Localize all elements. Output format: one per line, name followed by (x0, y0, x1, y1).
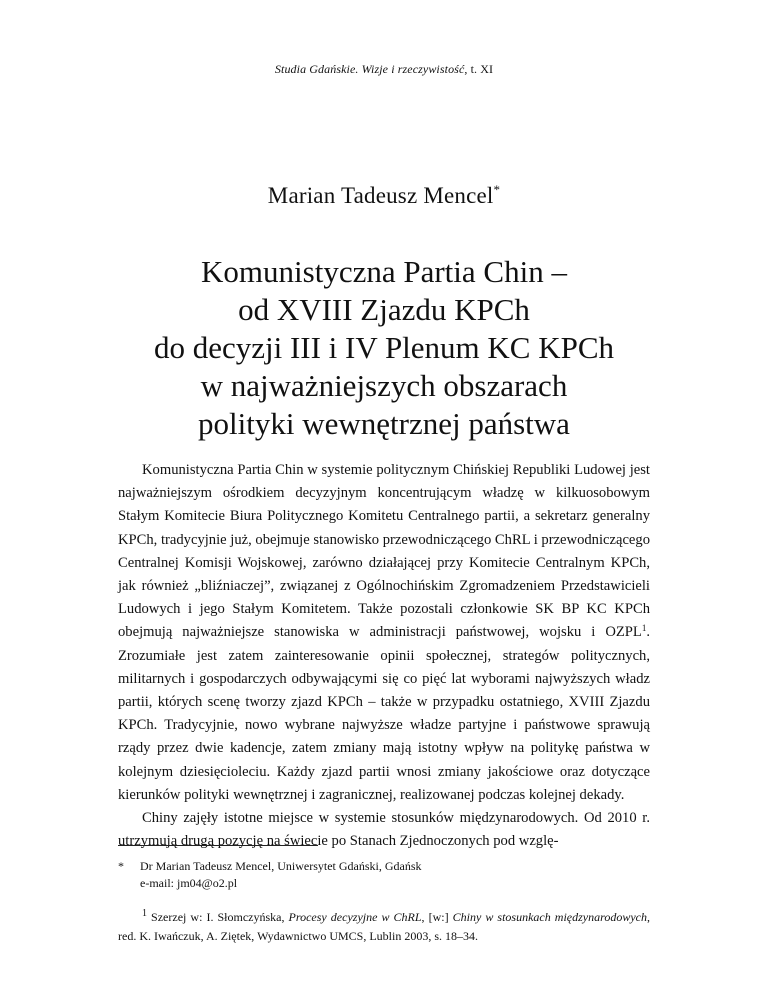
body-paragraph (118, 459, 650, 807)
title-line: do decyzji III i IV Plenum KC KPCh (153, 330, 615, 365)
author-footnote-mark: * (493, 182, 501, 197)
footnote-number: 1 (142, 908, 147, 919)
footnote-segment: , [w:] (421, 910, 453, 924)
article-title (0, 253, 768, 443)
journal-title: Studia Gdańskie. Wizje i rzeczywistość (274, 62, 465, 76)
author-name-text: Marian Tadeusz Mencel (267, 183, 494, 208)
title-line: w najważniejszych obszarach (200, 368, 568, 403)
footnote-segment: Szerzej w: I. Słomczyńska, (147, 910, 289, 924)
author-name (0, 183, 768, 209)
body-paragraph: Chiny zajęły istotne miejsce w systemie stosunków międzynarodowych. Od 2010 r. utrzymują drugą pozycję na świecie po Stanach Zjednoczonych pod wzglę- (118, 810, 650, 850)
title-line: Komunistyczna Partia Chin – (201, 254, 567, 289)
paragraph-text: Komunistyczna Partia Chin w systemie politycznym Chińskiej Republiki Ludowej jest najważniejszym ośrodkiem decyzyjnym koncentrującym władzę w kilkuosobowym Stałym Komitecie Biura Politycznego Komitetu Centralnego partii, a sekretarz generalny KPCh, tradycyjnie już, obejmuje stanowisko przewodniczącego ChRL i przewodniczącego Centralnej Komisji Wojskowej, zarówno działającej przy Komitecie Centralnym KPCh, jak również „bliźniaczej”, związanej z Ogólnochińskim Zgromadzeniem Przedstawicieli Ludowych i jego Stałym Komitetem. Także pozostali członkowie SK BP KC KPCh obejmują najważniejsze stanowiska w administracji państwowej, wojsku i OZPL (118, 462, 650, 641)
paragraph-text: . Zrozumiałe jest zatem zainteresowanie opinii społecznej, strategów politycznych, militarnych i gospodarczych odbywającymi się co pięć lat wyborami najwyższych władz partii, których scenę tworzy zjazd KPCh – także w przypadku ostatniego, XVIII Zjazdu KPCh. Tradycyjnie, nowo wybrane najwyższe władze partyjne i państwowe sprawują rządy przez dwie kadencje, zatem zmiany mają istotny wpływ na politykę państwa w kolejnym dziesięcioleciu. Każdy zjazd partii wnosi zmiany jakościowe oraz dotyczące kierunków polityki wewnętrznej i zagranicznej, realizowanej podczas kolejnej dekady. (118, 624, 650, 803)
footnote-text (118, 904, 650, 946)
title-line: polityki wewnętrznej państwa (198, 406, 570, 441)
running-head (0, 62, 768, 77)
title-line: od XVIII Zjazdu KPCh (238, 292, 530, 327)
footnote-divider (118, 845, 318, 846)
footnote-ref: 1 (641, 623, 647, 634)
author-email: e-mail: jm04@o2.pl (140, 876, 238, 890)
author-affiliation: Dr Marian Tadeusz Mencel, Uniwersytet Gdański, Gdańsk (140, 859, 422, 873)
footnote-cited-book: Chiny w stosunkach międzynarodowych (452, 910, 647, 924)
footnote-segment: , red. K. Iwańczuk, A. Ziętek, Wydawnictwo UMCS, Lublin 2003, s. 18–34. (118, 910, 650, 943)
footnote-cited-title: Procesy decyzyjne w ChRL (288, 910, 422, 924)
journal-volume: , t. XI (464, 62, 494, 76)
article-body (118, 459, 650, 853)
author-footnote-mark: * (118, 859, 124, 873)
footnote-1 (118, 904, 650, 946)
author-footnote (118, 858, 650, 892)
